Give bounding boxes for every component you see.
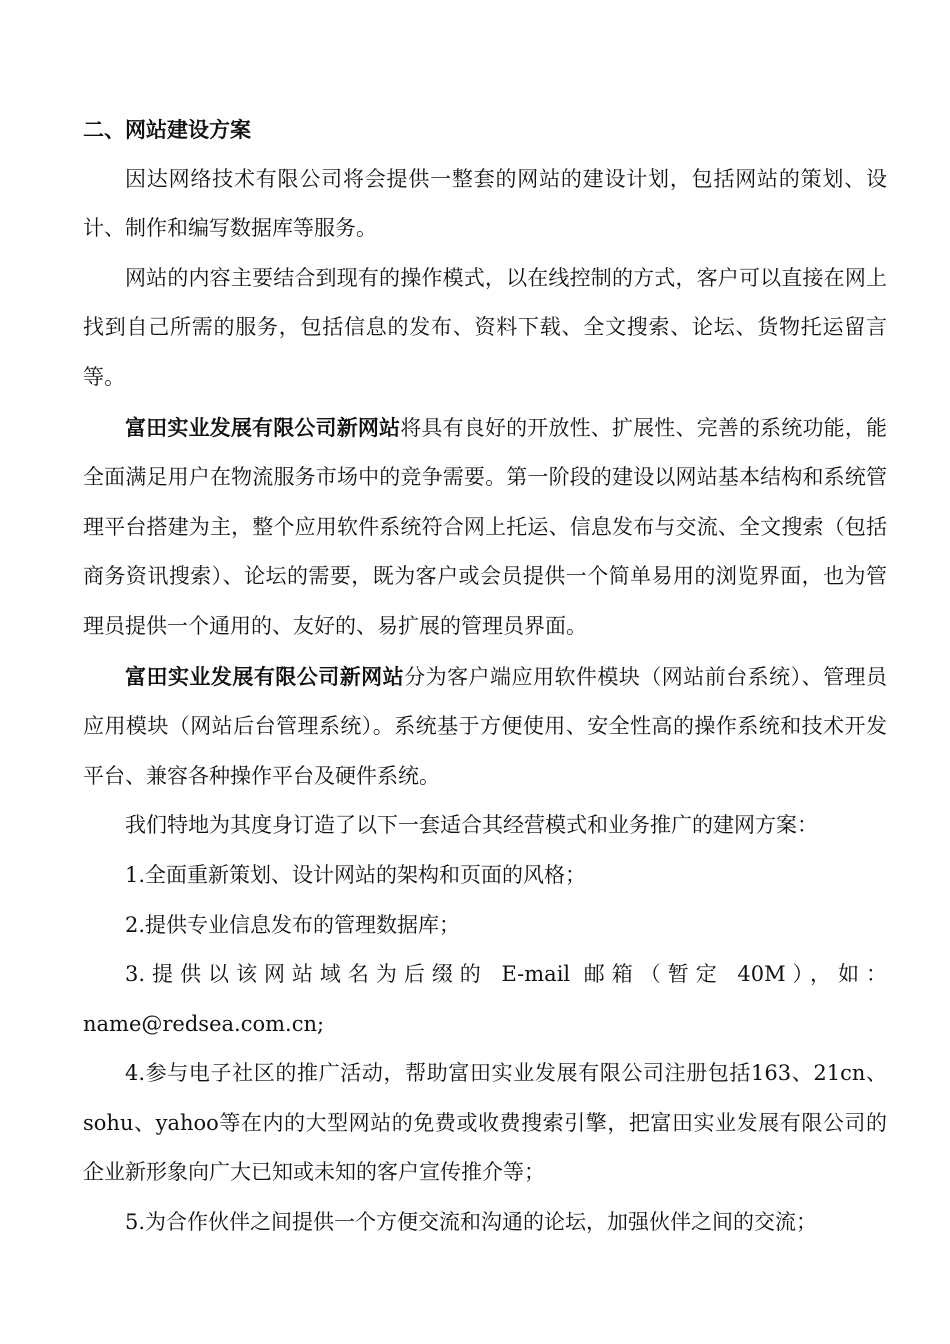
paragraph-features (83, 403, 887, 652)
paragraph-intro: 因达网络技术有限公司将会提供一整套的网站的建设计划，包括网站的策划、设计、制作和编写数据库等服务。 (83, 166, 887, 241)
paragraph-features-text: 将具有良好的开放性、扩展性、完善的系统功能，能全面满足用户在物流服务市场中的竞争需要。第一阶段的建设以网站基本结构和系统管理平台搭建为主，整个应用软件系统符合网上托运、信息发布与交流、全文搜索（包括商务资讯搜索）、论坛的需要，既为客户或会员提供一个简单易用的浏览界面，也为管理员提供一个通用的、友好的、易扩展的管理员界面。 (83, 415, 888, 638)
list-item-3: 3.提供以该网站域名为后缀的 E-mail 邮箱（暂定 40M），如： (125, 962, 887, 987)
section-heading: 二、网站建设方案 (83, 117, 251, 142)
list-item-5: 5.为合作伙伴之间提供一个方便交流和沟通的论坛，加强伙伴之间的交流； (125, 1210, 818, 1235)
company-name-bold: 富田实业发展有限公司新网站 (125, 414, 401, 440)
paragraph-content: 网站的内容主要结合到现有的操作模式，以在线控制的方式，客户可以直接在网上找到自己所需的服务，包括信息的发布、资料下载、全文搜索、论坛、货物托运留言等。 (83, 265, 887, 389)
company-name-bold: 富田实业发展有限公司新网站 (125, 663, 405, 689)
list-item-3-email: name@redsea.com.cn; (83, 1011, 325, 1036)
paragraph-modules-text: 分为客户端应用软件模块（网站前台系统）、管理员应用模块（网站后台管理系统）。系统基于方便使用、安全性高的操作系统和技术开发平台、兼容各种操作平台及硬件系统。 (83, 664, 888, 788)
list-item-1: 1.全面重新策划、设计网站的架构和页面的风格； (125, 862, 587, 887)
paragraph-modules (83, 652, 887, 802)
list-item-2: 2.提供专业信息发布的管理数据库； (125, 912, 461, 937)
document-body (83, 105, 887, 1248)
paragraph-plan-intro: 我们特地为其度身订造了以下一套适合其经营模式和业务推广的建网方案： (125, 813, 818, 838)
list-item-4: 4.参与电子社区的推广活动，帮助富田实业发展有限公司注册包括163、21cn、sohu、yahoo等在内的大型网站的免费或收费搜索引擎，把富田实业发展有限公司的企业新形象向广大已知或未知的客户宣传推介等； (83, 1061, 887, 1185)
